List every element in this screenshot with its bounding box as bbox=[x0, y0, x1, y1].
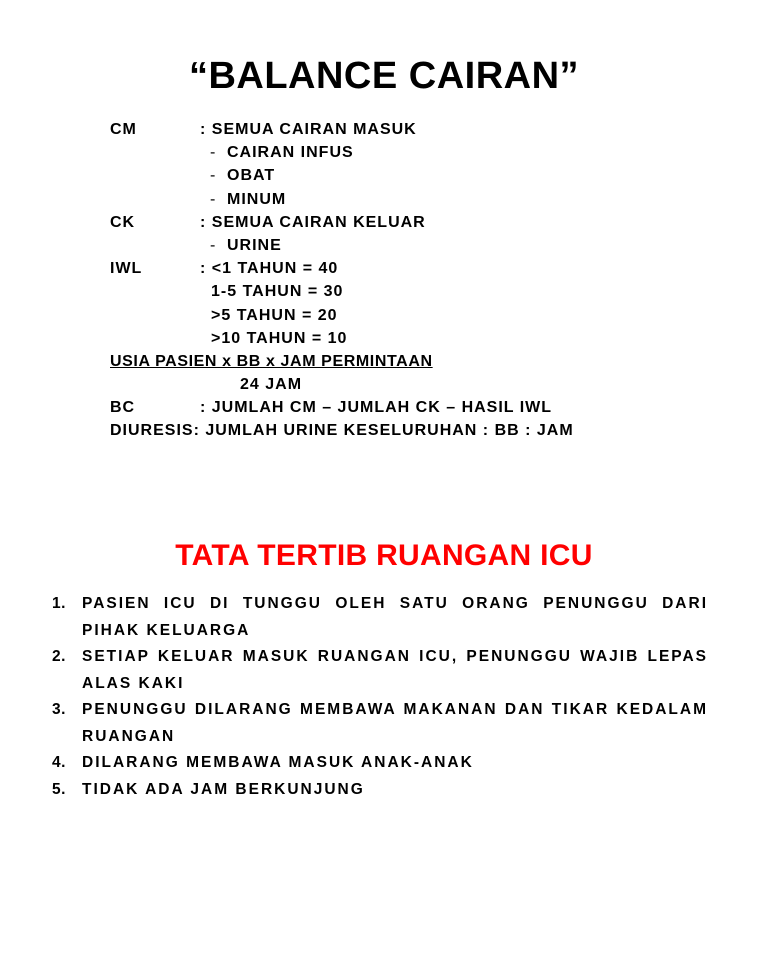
cm-line bbox=[110, 118, 670, 141]
ck-key: CK bbox=[110, 213, 136, 231]
formula-denominator: 24 JAM bbox=[240, 376, 303, 394]
iwl-continuation bbox=[110, 304, 670, 327]
diuresis-text: DIURESIS: JUMLAH URINE KESELURUHAN : BB : JAM bbox=[110, 422, 574, 440]
ck-item bbox=[110, 234, 670, 257]
cm-key: CM bbox=[110, 121, 137, 138]
ck-value: : SEMUA CAIRAN KELUAR bbox=[200, 213, 426, 231]
iwl-continuation bbox=[110, 327, 670, 350]
bullet-dash: - bbox=[210, 167, 217, 185]
rule-number: 3. bbox=[52, 701, 66, 718]
rule-item bbox=[52, 750, 708, 777]
iwl-value: : <1 TAHUN = 40 bbox=[200, 260, 339, 278]
fluid-balance-info bbox=[110, 118, 670, 443]
bullet-dash: - bbox=[210, 236, 217, 254]
cm-item-label: MINUM bbox=[227, 190, 287, 208]
rule-item bbox=[52, 591, 708, 644]
ck-line bbox=[110, 211, 670, 234]
rule-item bbox=[52, 777, 708, 804]
bc-line bbox=[110, 396, 670, 419]
iwl-cont-label: >10 TAHUN = 10 bbox=[211, 329, 348, 347]
cm-item-label: CAIRAN INFUS bbox=[227, 144, 354, 162]
iwl-key: IWL bbox=[110, 260, 143, 278]
page-title: “BALANCE CAIRAN” bbox=[188, 55, 580, 97]
bc-value: : JUMLAH CM – JUMLAH CK – HASIL IWL bbox=[200, 399, 553, 417]
rule-text: PASIEN ICU DI TUNGGU OLEH SATU ORANG PENUNGGU DARI PIHAK KELUARGA bbox=[82, 595, 708, 639]
rule-text: DILARANG MEMBAWA MASUK ANAK-ANAK bbox=[82, 754, 474, 771]
rule-number: 2. bbox=[52, 648, 66, 665]
rule-text: TIDAK ADA JAM BERKUNJUNG bbox=[82, 780, 365, 798]
rule-number: 1. bbox=[52, 595, 66, 612]
rule-number: 5. bbox=[52, 780, 66, 798]
rule-text: SETIAP KELUAR MASUK RUANGAN ICU, PENUNGGU WAJIB LEPAS ALAS KAKI bbox=[82, 648, 708, 692]
iwl-continuation bbox=[110, 280, 670, 303]
ck-item-label: URINE bbox=[227, 236, 282, 254]
bc-key: BC bbox=[110, 399, 136, 417]
bullet-dash: - bbox=[210, 144, 217, 162]
bullet-dash: - bbox=[210, 190, 217, 208]
formula-numerator-line bbox=[110, 350, 670, 373]
formula-numerator: USIA PASIEN x BB x JAM PERMINTAAN bbox=[110, 352, 433, 370]
iwl-line bbox=[110, 257, 670, 280]
cm-item-label: OBAT bbox=[227, 167, 276, 185]
rule-item bbox=[52, 644, 708, 697]
rule-text: PENUNGGU DILARANG MEMBAWA MAKANAN DAN TIKAR KEDALAM RUANGAN bbox=[82, 701, 708, 745]
cm-item bbox=[110, 188, 670, 211]
cm-value: : SEMUA CAIRAN MASUK bbox=[200, 121, 417, 138]
rule-item bbox=[52, 697, 708, 750]
rules-list bbox=[52, 591, 708, 803]
iwl-cont-label: 1-5 TAHUN = 30 bbox=[211, 283, 344, 301]
formula-denominator-line bbox=[110, 373, 670, 396]
rule-number: 4. bbox=[52, 754, 66, 771]
section-title: TATA TERTIB RUANGAN ICU bbox=[175, 539, 593, 572]
diuresis-line bbox=[110, 419, 670, 442]
cm-item bbox=[110, 141, 670, 164]
cm-item bbox=[110, 164, 670, 187]
iwl-cont-label: >5 TAHUN = 20 bbox=[211, 306, 338, 324]
